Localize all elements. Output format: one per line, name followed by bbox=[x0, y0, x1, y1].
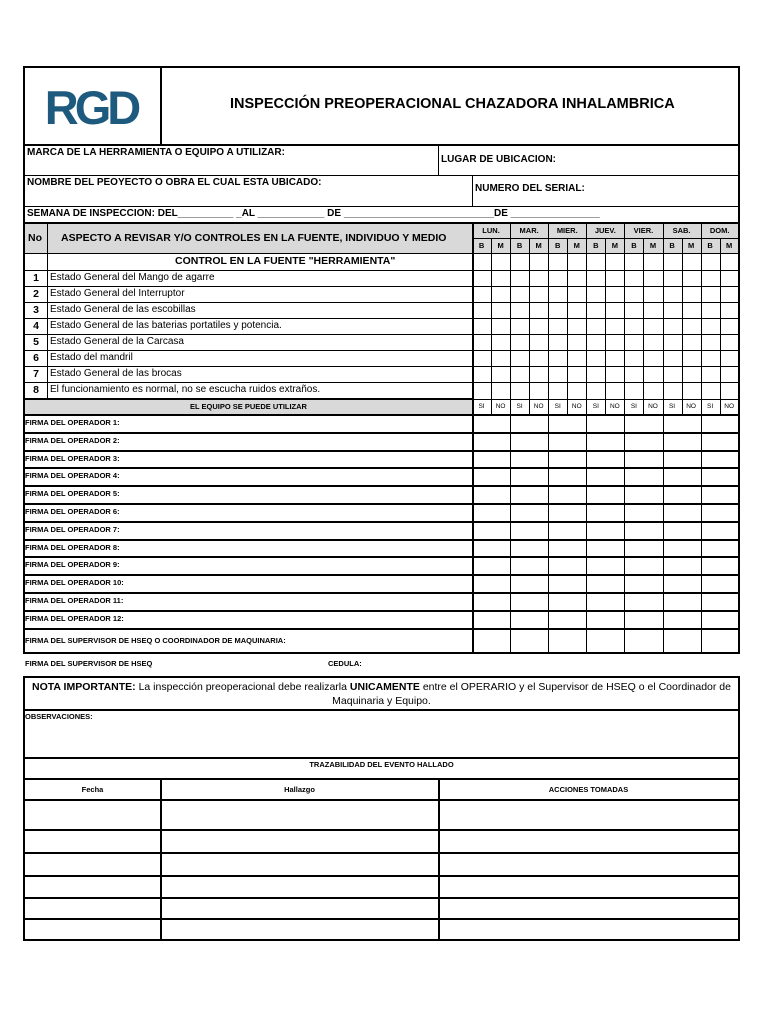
item-number: 3 bbox=[33, 304, 39, 316]
m-header: M bbox=[611, 241, 618, 250]
item-number: 5 bbox=[33, 336, 39, 348]
m-header: M bbox=[726, 241, 733, 250]
si-label: SI bbox=[707, 403, 714, 410]
row-divider bbox=[24, 318, 473, 319]
signature-label: FIRMA DEL OPERADOR 6: bbox=[25, 506, 120, 516]
grid-divider bbox=[701, 223, 702, 654]
note-prefix: NOTA IMPORTANTE: bbox=[32, 681, 136, 693]
day-header: LUN. bbox=[482, 226, 500, 235]
trace-row bbox=[24, 852, 739, 854]
row-divider bbox=[24, 334, 473, 335]
si-label: SI bbox=[592, 403, 599, 410]
grid-divider bbox=[663, 223, 664, 654]
signature-label: FIRMA DEL OPERADOR 9: bbox=[25, 560, 120, 570]
signature-label: FIRMA DEL SUPERVISOR DE HSEQ O COORDINADOR DE MAQUINARIA: bbox=[25, 635, 286, 645]
sig-divider bbox=[24, 503, 739, 505]
important-note bbox=[25, 680, 738, 708]
grid-divider bbox=[529, 238, 530, 414]
grid-divider bbox=[643, 238, 644, 414]
grid-divider bbox=[510, 223, 511, 654]
grid-divider bbox=[567, 238, 568, 414]
row-divider bbox=[24, 350, 473, 351]
marca-label: MARCA DE LA HERRAMIENTA O EQUIPO A UTILIZAR: bbox=[27, 147, 285, 158]
signature-label: FIRMA DEL OPERADOR 10: bbox=[25, 578, 124, 588]
b-header: B bbox=[631, 241, 637, 250]
day-header: MAR. bbox=[519, 226, 539, 235]
item-number: 1 bbox=[33, 272, 39, 284]
section-title: CONTROL EN LA FUENTE "HERRAMIENTA" bbox=[175, 255, 396, 267]
si-label: SI bbox=[516, 403, 523, 410]
item-text: Estado del mandril bbox=[50, 352, 133, 363]
signature-label: FIRMA DEL OPERADOR 11: bbox=[25, 595, 124, 605]
item-number: 6 bbox=[33, 352, 39, 364]
m-header: M bbox=[649, 241, 657, 250]
row-divider bbox=[24, 270, 48, 271]
sig-divider bbox=[24, 432, 739, 434]
no-label: NO bbox=[533, 403, 544, 410]
item-text: El funcionamiento es normal, no se escucha ruidos extraños. bbox=[50, 384, 321, 395]
grid-divider bbox=[473, 366, 739, 367]
day-header: DOM. bbox=[709, 226, 730, 235]
trace-row bbox=[24, 918, 739, 920]
b-header: B bbox=[516, 241, 523, 250]
nombre-label: NOMBRE DEL PEOYECTO O OBRA EL CUAL ESTA UBICADO: bbox=[27, 177, 322, 188]
grid-divider bbox=[473, 286, 739, 287]
observaciones-label: OBSERVACIONES: bbox=[25, 712, 93, 721]
signature-label: FIRMA DEL OPERADOR 7: bbox=[25, 524, 120, 534]
day-header: VIER. bbox=[633, 226, 654, 235]
grid-divider bbox=[720, 238, 721, 414]
row-divider bbox=[24, 286, 473, 287]
note-line2: Maquinaria y Equipo. bbox=[332, 695, 431, 707]
grid-divider bbox=[548, 223, 549, 654]
row-divider bbox=[24, 382, 473, 383]
item-number: 7 bbox=[33, 368, 39, 380]
m-header: M bbox=[573, 241, 580, 250]
sig-divider bbox=[24, 485, 739, 487]
grid-divider bbox=[473, 334, 739, 335]
signature-label: FIRMA DEL OPERADOR 3: bbox=[25, 453, 120, 463]
item-text: Estado General de las escobillas bbox=[50, 304, 196, 315]
signature-label: FIRMA DEL OPERADOR 2: bbox=[25, 435, 120, 445]
grid-divider bbox=[473, 382, 739, 383]
m-header: M bbox=[497, 241, 504, 250]
col-hallazgo: Hallazgo bbox=[284, 785, 315, 794]
item-text: Estado General del Interruptor bbox=[50, 288, 185, 299]
trace-row bbox=[24, 897, 739, 899]
sig-divider bbox=[24, 610, 739, 612]
item-text: Estado General del Mango de agarre bbox=[50, 272, 215, 283]
b-header: B bbox=[707, 241, 713, 250]
note-emph: UNICAMENTE bbox=[349, 681, 420, 693]
sig-divider bbox=[24, 628, 739, 630]
col-fecha: Fecha bbox=[81, 785, 104, 794]
trace-row bbox=[24, 875, 739, 877]
grid-divider bbox=[473, 302, 739, 303]
no-label: NO bbox=[648, 403, 658, 410]
sig-divider bbox=[24, 450, 739, 452]
item-number: 4 bbox=[33, 320, 39, 332]
sig-divider bbox=[24, 556, 739, 558]
si-label: SI bbox=[668, 403, 676, 410]
aspect-header: ASPECTO A REVISAR Y/O CONTROLES EN LA FUENTE, INDIVIDUO Y MEDIO bbox=[61, 232, 447, 244]
signature-label: FIRMA DEL OPERADOR 1: bbox=[25, 417, 120, 427]
serial-label: NUMERO DEL SERIAL: bbox=[475, 183, 585, 194]
b-header: B bbox=[478, 241, 485, 250]
signature-label: FIRMA DEL OPERADOR 8: bbox=[25, 542, 120, 552]
day-header: SAB. bbox=[672, 226, 691, 235]
no-label: NO bbox=[724, 403, 735, 410]
b-header: B bbox=[669, 241, 675, 250]
row-divider bbox=[24, 302, 473, 303]
grid-divider bbox=[473, 318, 739, 319]
note-part2: entre el OPERARIO y el Supervisor de HSEQ o el Coordinador de bbox=[419, 681, 731, 693]
row-divider bbox=[24, 366, 473, 367]
logo-text: RGD bbox=[44, 81, 138, 134]
trace-row bbox=[24, 829, 739, 831]
cedula-label: CEDULA: bbox=[328, 659, 362, 668]
no-label: NO bbox=[686, 403, 696, 410]
sig-divider bbox=[24, 521, 739, 523]
day-header: JUEV. bbox=[594, 226, 616, 235]
grid-divider bbox=[586, 223, 587, 654]
sig-divider bbox=[24, 592, 739, 594]
si-label: SI bbox=[554, 403, 561, 410]
company-logo bbox=[29, 73, 154, 138]
m-header: M bbox=[687, 241, 695, 250]
day-header: MIER. bbox=[556, 226, 578, 235]
usable-label: EL EQUIPO SE PUEDE UTILIZAR bbox=[190, 402, 307, 411]
note-part1: La inspección preoperacional debe realizarla bbox=[135, 681, 350, 693]
no-label: NO bbox=[609, 403, 620, 410]
grid-divider bbox=[605, 238, 606, 414]
no-label: NO bbox=[495, 403, 506, 410]
rgd-logo-icon bbox=[29, 73, 154, 138]
si-label: SI bbox=[630, 403, 637, 410]
semana-label: SEMANA DE INSPECCION: DEL__________ _AL ____________ DE ___________________________DE ________________ bbox=[27, 208, 600, 219]
grid-divider bbox=[624, 223, 625, 654]
form-title: INSPECCIÓN PREOPERACIONAL CHAZADORA INHALAMBRICA bbox=[230, 96, 675, 112]
sig-divider bbox=[24, 539, 739, 541]
item-number: 2 bbox=[33, 288, 39, 300]
signature-label: FIRMA DEL OPERADOR 12: bbox=[25, 613, 124, 623]
b-header: B bbox=[593, 241, 599, 250]
si-label: SI bbox=[478, 403, 485, 410]
lugar-label: LUGAR DE UBICACION: bbox=[441, 154, 556, 165]
signature-label: FIRMA DEL OPERADOR 5: bbox=[25, 489, 120, 499]
m-header: M bbox=[535, 241, 542, 250]
no-label: NO bbox=[571, 403, 582, 410]
trace-row bbox=[24, 799, 739, 801]
item-text: Estado General de las baterias portatiles y potencia. bbox=[50, 320, 282, 331]
item-text: Estado General de las brocas bbox=[50, 368, 182, 379]
signature-label: FIRMA DEL OPERADOR 4: bbox=[25, 471, 120, 481]
grid-divider bbox=[682, 238, 683, 414]
lower-frame bbox=[23, 676, 740, 941]
col-acciones: ACCIONES TOMADAS bbox=[548, 785, 629, 794]
sig-divider bbox=[24, 574, 739, 576]
grid-divider bbox=[473, 350, 739, 351]
sig-divider bbox=[24, 467, 739, 469]
no-header: No bbox=[28, 232, 42, 244]
grid-divider bbox=[491, 238, 492, 414]
item-text: Estado General de la Carcasa bbox=[50, 336, 184, 347]
b-header: B bbox=[555, 241, 561, 250]
trazabilidad-title: TRAZABILIDAD DEL EVENTO HALLADO bbox=[309, 760, 454, 769]
grid-divider bbox=[472, 223, 474, 654]
grid-divider bbox=[473, 270, 739, 271]
supervisor-label: FIRMA DEL SUPERVISOR DE HSEQ bbox=[25, 659, 153, 668]
item-number: 8 bbox=[33, 384, 39, 396]
